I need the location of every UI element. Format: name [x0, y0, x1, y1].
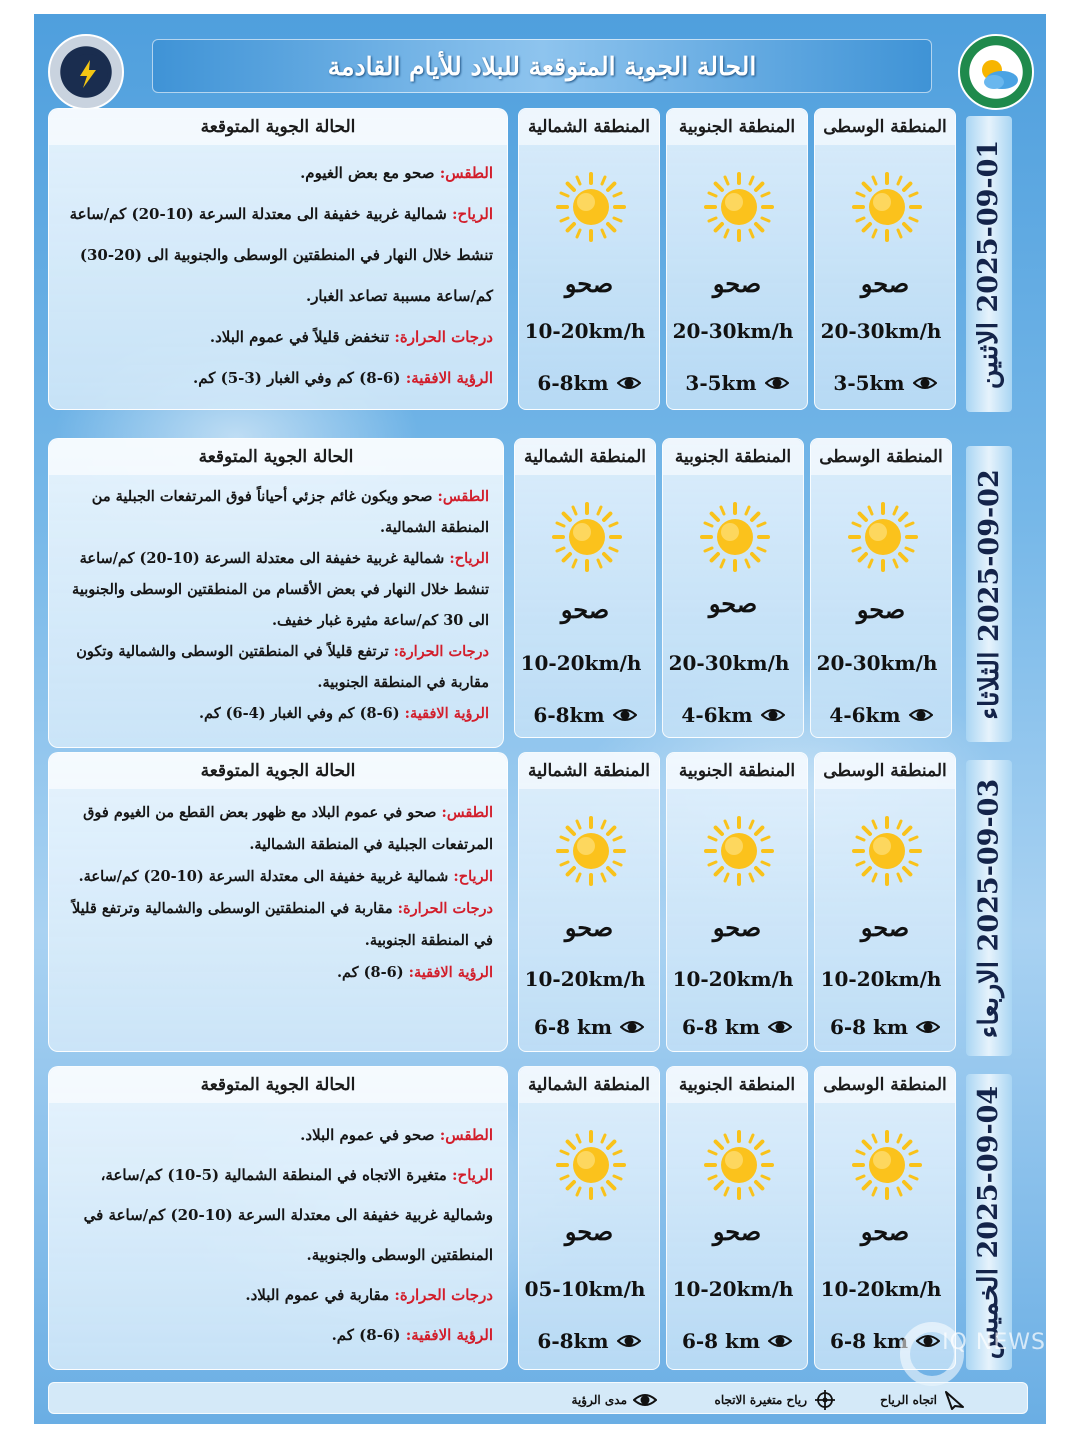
date-strip: [966, 116, 1012, 412]
wind-row: [817, 651, 945, 675]
date-label: 2025-09-04 الخميس: [973, 1085, 1005, 1359]
wind-row: [821, 319, 949, 343]
forecast-text: [49, 1103, 507, 1355]
forecast-text: [49, 145, 507, 399]
visibility-row: [525, 1329, 653, 1353]
date-strip: [966, 760, 1012, 1056]
condition: صحو: [856, 595, 906, 624]
region-northern: [518, 752, 660, 1052]
region-name: المنطقة الشمالية: [519, 753, 659, 789]
wind-row: [821, 1277, 949, 1301]
wind-row: [673, 967, 801, 991]
region-southern: [662, 438, 804, 738]
weather-label: الطقس:: [437, 488, 489, 505]
forecast-bulletin: [34, 14, 1046, 1424]
visibility-row: [673, 1015, 801, 1039]
wind-speed: 10-20km/h: [672, 967, 794, 991]
region-name: المنطقة الوسطى: [815, 753, 955, 789]
date-label: 2025-09-01 الاثنين: [973, 139, 1005, 389]
visibility-range: 6-8 km: [681, 1015, 761, 1039]
lightning-emblem-icon: [50, 36, 126, 112]
forecasting-dept-logo: [48, 34, 124, 110]
eye-icon: [909, 704, 933, 726]
winds-label: الرياح:: [453, 868, 493, 885]
visibility-label: الرؤية الافقية:: [404, 705, 489, 722]
visibility-range: 6-8 km: [533, 1015, 613, 1039]
sun-icon: [851, 815, 923, 887]
eye-icon: [620, 1016, 644, 1038]
sun-icon: [699, 501, 771, 573]
region-name: المنطقة الوسطى: [815, 1067, 955, 1103]
eye-icon: [916, 1016, 940, 1038]
wind-row: [673, 1277, 801, 1301]
winds-text: شمالية غربية خفيفة الى معتدلة السرعة (10-20) كم/ساعة تنشط خلال النهار في المنطقتين الوسطى والجنوبية الى (20-30) كم/ساعة مسببة تصاعد الغبار.: [69, 205, 493, 305]
visibility-range: 6-8 km: [681, 1329, 761, 1353]
condition: صحو: [564, 913, 614, 942]
region-southern: [666, 752, 808, 1052]
weather-text: صحو في عموم البلاد مع ظهور بعض القطع من الغيوم فوق المرتفعات الجبلية في المنطقة الشمالية.: [83, 804, 493, 853]
condition: صحو: [860, 913, 910, 942]
temperature-label: درجات الحرارة:: [394, 328, 493, 346]
visibility-row: [525, 1015, 653, 1039]
visibility-range: 6-8 km: [829, 1329, 909, 1353]
weather-text: صحو في عموم البلاد.: [300, 1126, 435, 1144]
region-name: المنطقة الشمالية: [519, 109, 659, 145]
eye-icon: [913, 372, 937, 394]
visibility-range: 3-5km: [685, 371, 757, 395]
wind-row: [821, 967, 949, 991]
day-block-3: [48, 752, 1028, 1062]
date-strip: [966, 446, 1012, 742]
region-northern: [514, 438, 656, 738]
wind-speed: 20-30km/h: [668, 651, 790, 675]
visibility-label: الرؤية الافقية:: [405, 1326, 493, 1344]
legend-label: رياح متغيرة الاتجاه: [714, 1393, 807, 1407]
winds-text: شمالية غربية خفيفة الى معتدلة السرعة (10-20) كم/ساعة.: [78, 868, 449, 885]
forecast-heading: الحالة الجوية المتوقعة: [49, 753, 507, 789]
weather-text: صحو ويكون غائم جزئي أحياناً فوق المرتفعات الجبلية من المنطقة الشمالية.: [91, 488, 489, 536]
region-central: [814, 752, 956, 1052]
wind-speed: 10-20km/h: [524, 319, 646, 343]
forecast-heading: الحالة الجوية المتوقعة: [49, 109, 507, 145]
visibility-label: الرؤية الافقية:: [408, 964, 493, 981]
weather-label: الطقس:: [441, 804, 493, 821]
visibility-text: (6-8) كم وفي الغبار (3-5) كم.: [193, 369, 401, 387]
temperature-text: مقاربة في عموم البلاد.: [245, 1286, 390, 1304]
legend-bar: [48, 1382, 1028, 1414]
visibility-row: [669, 703, 797, 727]
date-label: 2025-09-03 الاربعاء: [973, 778, 1005, 1038]
temperature-label: درجات الحرارة:: [397, 900, 493, 917]
temperature-text: مقاربة في المنطقتين الوسطى والشمالية وترتفع قليلاً في المنطقة الجنوبية.: [72, 900, 493, 949]
visibility-row: [673, 371, 801, 395]
forecast-text: [49, 789, 507, 989]
visibility-range: 4-6km: [681, 703, 753, 727]
winds-label: الرياح:: [452, 205, 493, 223]
legend-variable-wind: [715, 1389, 837, 1411]
temperature-text: تنخفض قليلاً في عموم البلاد.: [209, 328, 390, 346]
eye-icon: [617, 1330, 641, 1352]
weather-label: الطقس:: [439, 164, 493, 182]
temperature-text: ترتفع قليلاً في المنطقتين الوسطى والشمالية وتكون مقاربة في المنطقة الجنوبية.: [76, 643, 489, 691]
variable-wind-icon: [813, 1389, 837, 1411]
region-name: المنطقة الجنوبية: [667, 1067, 807, 1103]
region-southern: [666, 108, 808, 410]
visibility-row: [521, 703, 649, 727]
weather-label: الطقس:: [439, 1126, 493, 1144]
sun-cloud-emblem-icon: [960, 36, 1036, 112]
temperature-label: درجات الحرارة:: [393, 643, 489, 660]
sun-icon: [703, 815, 775, 887]
region-name: المنطقة الجنوبية: [667, 753, 807, 789]
region-central: [814, 108, 956, 410]
winds-label: الرياح:: [449, 550, 489, 567]
bulletin-title-bar: [152, 39, 932, 93]
condition: صحو: [708, 589, 758, 618]
date-strip: [966, 1074, 1012, 1370]
eye-icon: [768, 1330, 792, 1352]
winds-label: الرياح:: [452, 1166, 493, 1184]
sun-icon: [555, 815, 627, 887]
winds-text: متغيرة الاتجاه في المنطقة الشمالية (5-10) كم/ساعة، وشمالية غربية خفيفة الى معتدلة السرعة (10-20) كم/ساعة في المنطقتين الوسطى والجنوبية.: [83, 1166, 493, 1264]
wind-speed: 10-20km/h: [520, 651, 642, 675]
region-name: المنطقة الجنوبية: [663, 439, 803, 475]
wind-speed: 10-20km/h: [524, 967, 646, 991]
forecast-panel: [48, 108, 508, 410]
eye-icon: [613, 704, 637, 726]
day-block-2: [48, 438, 1028, 754]
wind-row: [525, 967, 653, 991]
condition: صحو: [860, 1217, 910, 1246]
sun-icon: [851, 171, 923, 243]
forecast-text: [49, 475, 503, 729]
weather-text: صحو مع بعض الغيوم.: [300, 164, 435, 182]
visibility-range: 6-8km: [537, 371, 609, 395]
wind-row: [669, 651, 797, 675]
temperature-label: درجات الحرارة:: [394, 1286, 493, 1304]
wind-speed: 10-20km/h: [820, 967, 942, 991]
condition: صحو: [560, 595, 610, 624]
visibility-range: 6-8km: [537, 1329, 609, 1353]
visibility-text: (6-8) كم.: [336, 964, 404, 981]
visibility-range: 3-5km: [833, 371, 905, 395]
visibility-range: 6-8 km: [829, 1015, 909, 1039]
region-southern: [666, 1066, 808, 1370]
bulletin-title: الحالة الجوية المتوقعة للبلاد للأيام القادمة: [327, 51, 757, 81]
visibility-text: (6-8) كم وفي الغبار (4-6) كم.: [199, 705, 400, 722]
eye-icon: [761, 704, 785, 726]
forecast-panel: [48, 752, 508, 1052]
visibility-row: [817, 703, 945, 727]
condition: صحو: [564, 1217, 614, 1246]
date-label: 2025-09-02 الثلاثاء: [973, 468, 1005, 720]
sun-icon: [703, 171, 775, 243]
eye-icon: [617, 372, 641, 394]
region-name: المنطقة الشمالية: [519, 1067, 659, 1103]
visibility-row: [673, 1329, 801, 1353]
visibility-row: [525, 371, 653, 395]
day-block-1: [48, 108, 1028, 428]
legend-visibility: [572, 1389, 657, 1411]
wind-speed: 05-10km/h: [524, 1277, 646, 1301]
watermark-text: IQ NEWS: [942, 1330, 1046, 1355]
condition: صحو: [712, 269, 762, 298]
meteorological-org-logo: [958, 34, 1034, 110]
wind-speed: 20-30km/h: [820, 319, 942, 343]
visibility-row: [821, 371, 949, 395]
wind-row: [525, 1277, 653, 1301]
sun-icon: [851, 1129, 923, 1201]
eye-icon: [633, 1389, 657, 1411]
legend-label: مدى الرؤية: [571, 1393, 627, 1407]
region-name: المنطقة الجنوبية: [667, 109, 807, 145]
condition: صحو: [712, 1217, 762, 1246]
condition: صحو: [564, 269, 614, 298]
wind-row: [673, 319, 801, 343]
forecast-heading: الحالة الجوية المتوقعة: [49, 1067, 507, 1103]
eye-icon: [765, 372, 789, 394]
wind-row: [521, 651, 649, 675]
visibility-range: 6-8km: [533, 703, 605, 727]
day-block-4: [48, 1066, 1028, 1376]
region-northern: [518, 108, 660, 410]
visibility-label: الرؤية الافقية:: [405, 369, 493, 387]
sun-icon: [551, 501, 623, 573]
sun-icon: [703, 1129, 775, 1201]
region-name: المنطقة الشمالية: [515, 439, 655, 475]
wind-speed: 20-30km/h: [816, 651, 938, 675]
region-name: المنطقة الوسطى: [815, 109, 955, 145]
wind-speed: 10-20km/h: [672, 1277, 794, 1301]
region-central: [810, 438, 952, 738]
region-name: المنطقة الوسطى: [811, 439, 951, 475]
legend-label: اتجاه الرياح: [880, 1393, 937, 1407]
wind-speed: 10-20km/h: [820, 1277, 942, 1301]
wind-speed: 20-30km/h: [672, 319, 794, 343]
forecast-panel: [48, 438, 504, 748]
condition: صحو: [860, 269, 910, 298]
visibility-text: (6-8) كم.: [331, 1326, 401, 1344]
eye-icon: [768, 1016, 792, 1038]
forecast-heading: الحالة الجوية المتوقعة: [49, 439, 503, 475]
wind-row: [525, 319, 653, 343]
legend-wind-direction: [880, 1389, 967, 1411]
visibility-range: 4-6km: [829, 703, 901, 727]
winds-text: شمالية غربية خفيفة الى معتدلة السرعة (10-20) كم/ساعة تنشط خلال النهار في بعض الأقسام من المنطقتين الوسطى والجنوبية الى 30 كم/ساعة مثيرة غبار خفيف.: [72, 550, 489, 629]
wind-direction-icon: [943, 1389, 967, 1411]
sun-icon: [555, 1129, 627, 1201]
forecast-panel: [48, 1066, 508, 1370]
region-northern: [518, 1066, 660, 1370]
sun-icon: [847, 501, 919, 573]
condition: صحو: [712, 913, 762, 942]
sun-icon: [555, 171, 627, 243]
visibility-row: [821, 1015, 949, 1039]
